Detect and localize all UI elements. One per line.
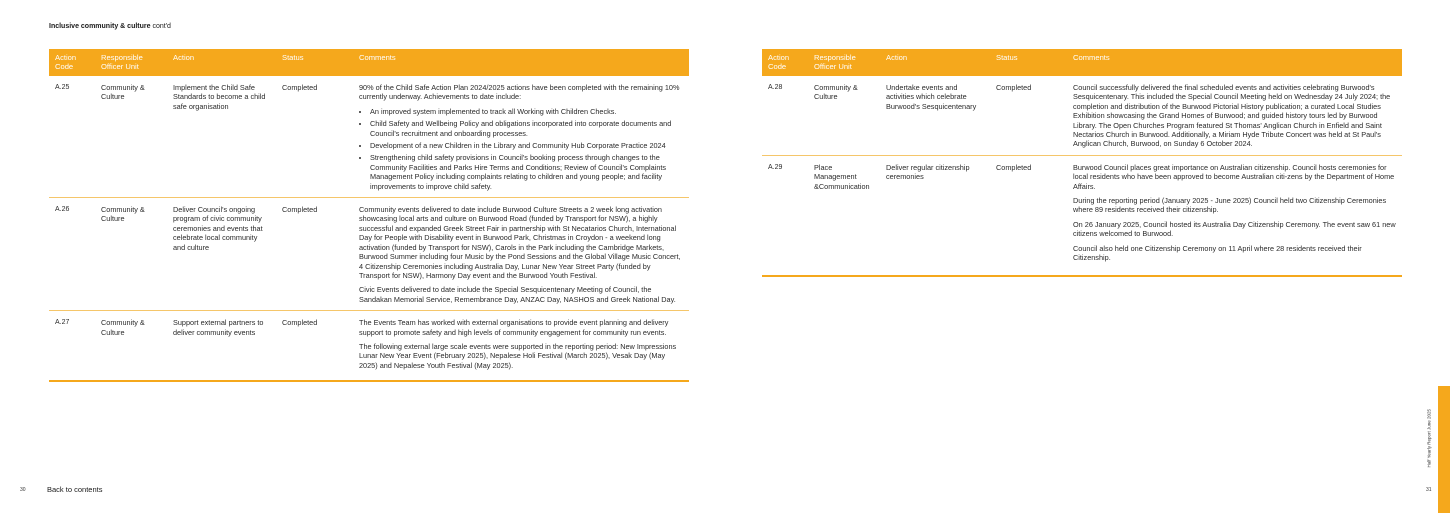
comment-paragraph: The Events Team has worked with external organisations to provide event planning and delivery support to promote safety and high levels of community engagement for community run events. <box>359 318 669 337</box>
header-row <box>762 49 1402 76</box>
comment-bullet-list <box>359 107 683 191</box>
comment-paragraph: On 26 January 2025, Council hosted its Australia Day Citizenship Ceremony. The event saw 61 new citizens welcomed to Burwood. <box>1073 219 1396 239</box>
comment-bullet: • An improved system implemented to track all Working with Children Checks. <box>370 107 683 116</box>
status-text: Completed <box>276 311 353 382</box>
status-text: Completed <box>990 76 1067 155</box>
officer-unit: Community & Culture <box>95 198 167 311</box>
actions-table-left <box>49 49 689 382</box>
comment-paragraph: Council also held one Citizenship Ceremony on 11 April where 28 residents received their Citizenship. <box>1073 243 1362 263</box>
comment-paragraph: Community events delivered to date include Burwood Culture Streets a 2 week long activation showcasing local arts and culture on Burwood Road (funded by Transport for NSW), a highly successful and expanded Greek Street Fair in partnership with St Necatarios Church, International Day for People with Disability event in Burwood Park, Christmas in Croydon - a weekend long activation (funded by Transport for NSW), Carols in the Park including the Cambridge Markets, Burwood Summer including four Music by the Pond Sessions and the Global Village Music Concert, 4 Citizenship Ceremonies including Australia Day, Lunar New Year Street Party (funded by Transport for NSW), Harmony Day event and the Burwood Youth Festival. <box>359 205 681 280</box>
col-header-status: Status <box>990 49 1067 76</box>
comment-paragraph: Burwood Council places great importance on Australian citizenship. Council hosts ceremonies for local residents who have been approved to become Australian citi-zens by the Department of Home Affairs. <box>1073 162 1395 191</box>
comment-paragraph: Civic Events delivered to date include the Special Sesquicentenary Meeting of Council, the Sandakan Memorial Service, Remembrance Day, ANZAC Day, NASHOS and Greek National Day. <box>359 285 676 304</box>
col-header-comments: Comments <box>1067 49 1402 76</box>
action-text: Deliver regular citizenship ceremonies <box>880 155 990 275</box>
status-text: Completed <box>276 76 353 198</box>
actions-table-right <box>762 49 1402 277</box>
col-header-code: Action Code <box>762 49 808 76</box>
action-text: Support external partners to deliver community events <box>167 311 276 382</box>
comments-cell <box>353 76 689 198</box>
action-code: A.26 <box>49 198 95 311</box>
officer-unit: Community & Culture <box>95 311 167 382</box>
col-header-action: Action <box>167 49 276 76</box>
side-tab-accent <box>1438 386 1450 513</box>
table-row <box>49 198 689 311</box>
comment-paragraph: 90% of the Child Safe Action Plan 2024/2025 actions have been completed with the remaining 10% currently underway. Achievements to date include: <box>359 83 680 102</box>
comments-cell <box>353 198 689 311</box>
comment-paragraph: The following external large scale events were supported in the reporting period: New Impressions Lunar New Year Event (February 2025), Nepalese Holi Festival (March 2025), Vesak Day (May 2025) and Nepalese Youth Festival (May 2025). <box>359 341 677 370</box>
status-text: Completed <box>276 198 353 311</box>
col-header-officer: Responsible Officer Unit <box>95 49 167 76</box>
back-to-contents-link[interactable]: Back to contents <box>47 485 103 494</box>
action-code: A.28 <box>762 76 808 155</box>
action-code: A.25 <box>49 76 95 198</box>
page-number-right: 31 <box>1426 487 1432 493</box>
section-title-bold: Inclusive community & culture <box>49 23 151 30</box>
comment-bullet: • Strengthening child safety provisions in Council's booking process through changes to the Community Facilities and Parks Hire Terms and Conditions; Review of Council's Complaints Management Policy including complaints relating to children and young people; and facility improvements to improve child safety. <box>370 153 683 191</box>
officer-unit: Community & Culture <box>808 76 880 155</box>
officer-unit: Community & Culture <box>95 76 167 198</box>
section-title <box>49 23 171 30</box>
table-row <box>762 76 1402 155</box>
header-row <box>49 49 689 76</box>
status-text: Completed <box>990 155 1067 275</box>
action-text: Undertake events and activities which celebrate Burwood's Sesquicentenary <box>880 76 990 155</box>
comment-bullet: • Development of a new Children in the Library and Community Hub Corporate Practice 2024 <box>370 141 683 150</box>
officer-unit: Place Management &Communication <box>808 155 880 275</box>
comment-paragraph: Council successfully delivered the final scheduled events and activities celebrating Burwood's Sesquicentenary. This included the Special Council Meeting held on Wednesday 24 July 2024; the completion and distribution of the Burwood Pictorial History publication; a curated Local Studies Exhibition showcasing the Grand Homes of Burwood; and guided history tours led by Burwood Library. The Open Churches Program featured St Thomas' Anglican Church in Enfield and Saint Nectarios Church in Burwood. Additionally, a Miriam Hyde Tribute Concert was held at St Paul's Anglican Church, Burwood, on Sunday 6 October 2024. <box>1073 83 1391 149</box>
section-title-suffix: cont'd <box>150 23 171 30</box>
comment-paragraph: During the reporting period (January 2025 - June 2025) Council held two Citizenship Ceremonies where 89 residents received their citizenship. <box>1073 196 1387 215</box>
action-text: Deliver Council's ongoing program of civic community ceremonies and events that celebrate local community and culture <box>167 198 276 311</box>
comments-cell <box>353 311 689 382</box>
comment-bullet: • Child Safety and Wellbeing Policy and obligations incorporated into corporate documents and Council's recruitment and onboarding processes. <box>370 119 683 138</box>
col-header-action: Action <box>880 49 990 76</box>
table-row <box>49 311 689 382</box>
col-header-status: Status <box>276 49 353 76</box>
action-code: A.27 <box>49 311 95 382</box>
comments-cell <box>1067 76 1402 155</box>
page-number-left: 30 <box>20 487 26 493</box>
action-text: Implement the Child Safe Standards to become a child safe organisation <box>167 76 276 198</box>
table-row <box>762 155 1402 275</box>
comments-cell <box>1067 155 1402 275</box>
side-report-label: Half Yearly Report June 2025 <box>1426 408 1432 468</box>
col-header-comments: Comments <box>353 49 689 76</box>
col-header-code: Action Code <box>49 49 95 76</box>
table-row <box>49 76 689 198</box>
action-code: A.29 <box>762 155 808 275</box>
col-header-officer: Responsible Officer Unit <box>808 49 880 76</box>
